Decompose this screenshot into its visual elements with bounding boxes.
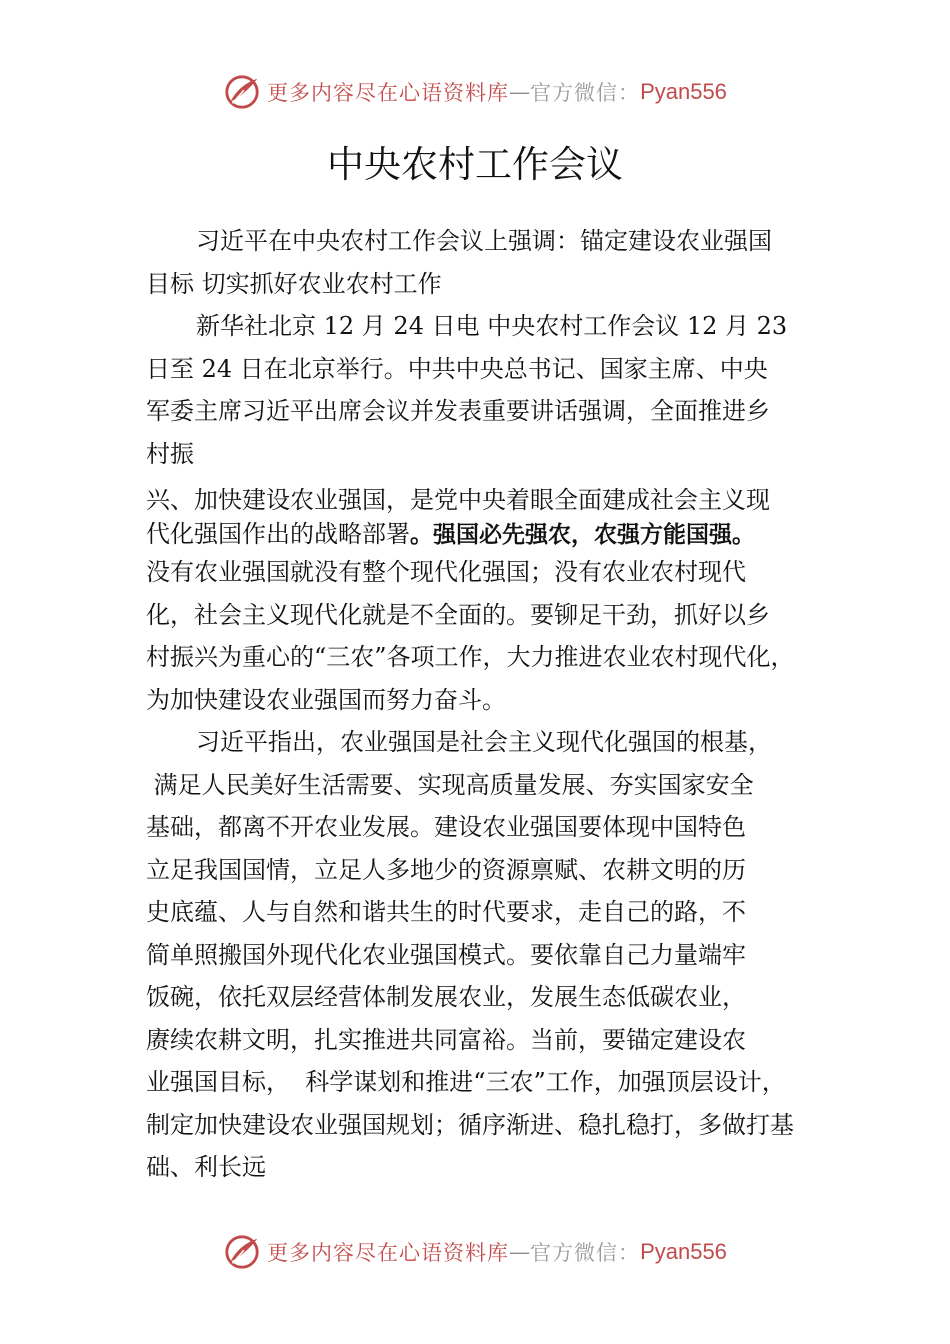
text-line: 日至 24 日在北京举行。中共中央总书记、国家主席、中央	[146, 354, 768, 383]
text-line: 村振兴为重心的“三农”各项工作，大力推进农业农村现代化，	[146, 643, 795, 671]
footer-watermark-banner	[0, 1232, 950, 1272]
text-line: 础、利长远	[146, 1153, 266, 1181]
text-line: 赓续农耕文明，扎实推进共同富裕。当前，要锚定建设农	[146, 1025, 746, 1054]
text-line: 新华社北京 12 月 24 日电 中央农村工作会议 12 月 23	[196, 312, 788, 340]
banner-separator: —	[509, 1240, 531, 1264]
header-watermark-banner	[0, 72, 950, 112]
text-line: 业强国目标， 科学谋划和推进“三农”工作，加强顶层设计，	[146, 1068, 786, 1096]
text-line: 军委主席习近平出席会议并发表重要讲话强调，全面推进乡	[146, 397, 770, 425]
quill-logo-icon	[223, 73, 261, 111]
banner-wechat-id: Pyan556	[640, 1239, 727, 1264]
banner-text: 更多内容尽在心语资料库	[267, 1241, 510, 1265]
text-line: 习近平在中央农村工作会议上强调：锚定建设农业强国	[196, 227, 772, 255]
text-line: 习近平指出，农业强国是社会主义现代化强国的根基，	[196, 728, 772, 756]
text-line: 史底蕴、人与自然和谐共生的时代要求，走自己的路，不	[146, 898, 746, 926]
text-line: 简单照搬国外现代化农业强国模式。要依靠自己力量端牢	[146, 940, 746, 969]
text-line: 没有农业强国就没有整个现代化强国；没有农业农村现代	[146, 558, 746, 586]
text-line: 立足我国国情，立足人多地少的资源禀赋、农耕文明的历	[146, 855, 746, 884]
text-segment: 代化强国作出的战略部署	[146, 520, 410, 548]
banner-separator: —	[509, 80, 531, 104]
document-title: 中央农村工作会议	[327, 143, 623, 186]
banner-wechat-label: 官方微信：	[530, 1241, 641, 1265]
text-line	[146, 517, 836, 551]
text-line: 制定加快建设农业强国规划；循序渐进、稳扎稳打，多做打基	[146, 1110, 794, 1139]
banner-text: 更多内容尽在心语资料库	[267, 81, 510, 105]
text-line: 兴、加快建设农业强国，是党中央着眼全面建成社会主义现	[146, 486, 770, 514]
banner-wechat-label: 官方微信：	[530, 81, 641, 105]
text-line: 饭碗，依托双层经营体制发展农业，发展生态低碳农业，	[146, 983, 746, 1011]
bold-emphasis: 。强国必先强农，农强方能国强。	[410, 522, 755, 548]
banner-wechat-id: Pyan556	[640, 79, 727, 104]
text-line: 目标 切实抓好农业农村工作	[146, 269, 442, 298]
text-line: 满足人民美好生活需要、实现高质量发展、夯实国家安全	[146, 770, 754, 799]
text-line: 为加快建设农业强国而努力奋斗。	[146, 685, 506, 714]
text-line: 化，社会主义现代化就是不全面的。要铆足干劲，抓好以乡	[146, 600, 770, 629]
text-line: 基础，都离不开农业发展。建设农业强国要体现中国特色	[146, 813, 746, 841]
text-line: 村振	[146, 439, 194, 468]
quill-logo-icon	[223, 1233, 261, 1271]
document-body	[146, 220, 836, 1189]
